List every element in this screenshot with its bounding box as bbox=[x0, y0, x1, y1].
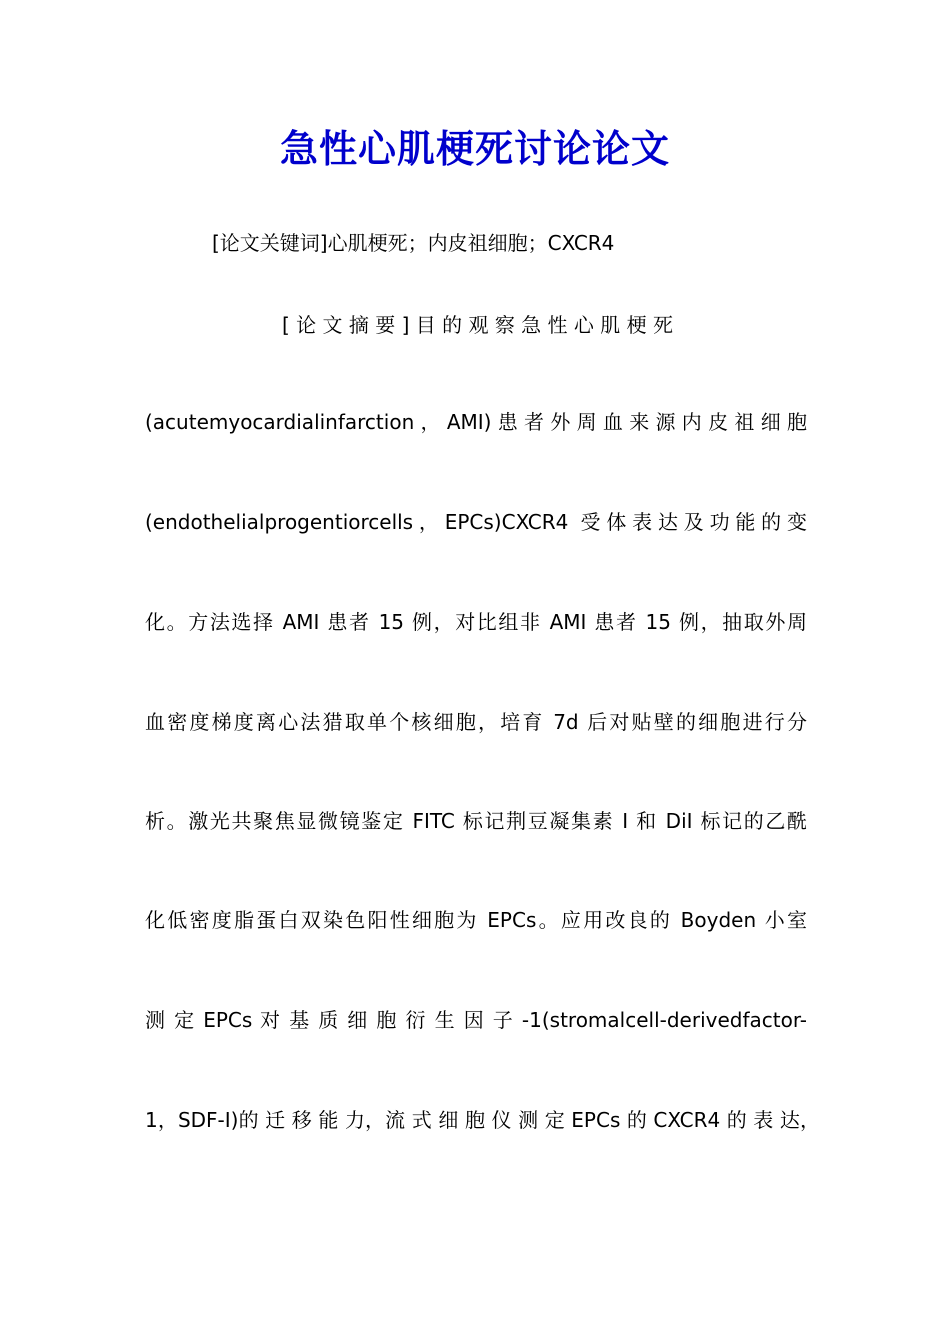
abstract-line: (endothelialprogentiorcells，EPCs)CXCR4 受体表达及功能的变 bbox=[145, 510, 807, 534]
abstract-line: 测 定 EPCs 对 基 质 细 胞 衍 生 因 子 -1(stromalcell-derivedfactor- bbox=[145, 1008, 807, 1032]
document-title: 急性心肌梗死讨论论文 bbox=[279, 126, 670, 171]
abstract-line: 化。方法选择 AMI 患者 15 例，对比组非 AMI 患者 15 例，抽取外周 bbox=[145, 610, 807, 634]
abstract-line: 血密度梯度离心法猎取单个核细胞，培育 7d 后对贴壁的细胞进行分 bbox=[145, 710, 807, 734]
abstract-line: [ 论 文 摘 要 ] 目 的 观 察 急 性 心 肌 梗 死 bbox=[282, 313, 673, 337]
abstract-line: 析。激光共聚焦显微镜鉴定 FITC 标记荆豆凝集素 I 和 DiI 标记的乙酰 bbox=[145, 809, 807, 833]
keywords-line: [论文关键词]心肌梗死；内皮祖细胞；CXCR4 bbox=[212, 231, 615, 255]
abstract-line: 化低密度脂蛋白双染色阳性细胞为 EPCs。应用改良的 Boyden 小室 bbox=[145, 908, 807, 932]
abstract-line: (acutemyocardialinfarction，AMI)患者外周血来源内皮祖细胞 bbox=[145, 410, 807, 434]
abstract-line: 1，SDF-I)的 迁 移 能 力，流 式 细 胞 仪 测 定 EPCs 的 CXCR4 的 表 达， bbox=[145, 1108, 820, 1132]
